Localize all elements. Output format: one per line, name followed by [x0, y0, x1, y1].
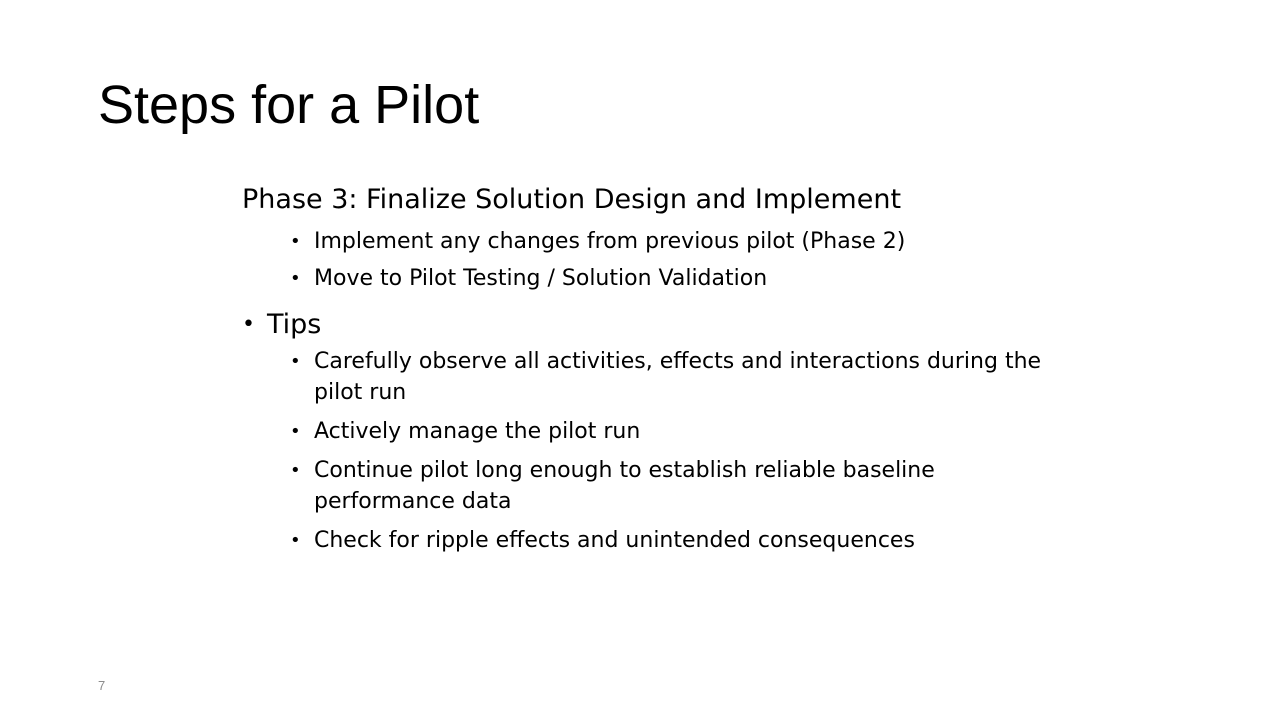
phase-item [242, 263, 1042, 294]
page-number: 7 [98, 678, 106, 693]
phase-item-text: Implement any changes from previous pilot (Phase 2) [314, 229, 906, 254]
phase-heading: Phase 3: Finalize Solution Design and Implement [242, 184, 902, 215]
bullet-icon: • [242, 312, 255, 337]
tips-label: Tips [267, 309, 322, 340]
tip-item [242, 416, 1042, 447]
tip-item [242, 455, 1042, 517]
tip-item-text: Continue pilot long enough to establish reliable baseline performance data [314, 458, 935, 514]
phase-item [242, 226, 1042, 257]
bullet-icon: • [290, 421, 301, 442]
bullet-icon: • [290, 530, 301, 551]
tips-item [242, 306, 1042, 344]
phase-item-text: Move to Pilot Testing / Solution Validation [314, 266, 768, 291]
bullet-icon: • [290, 351, 301, 372]
tip-item-text: Actively manage the pilot run [314, 419, 641, 444]
slide-title: Steps for a Pilot [98, 75, 480, 135]
tip-item [242, 346, 1042, 408]
tip-item-text: Carefully observe all activities, effects and interactions during the pilot run [314, 349, 1042, 405]
bullet-icon: • [290, 231, 301, 252]
phase-list [242, 226, 1042, 294]
slide-body [242, 180, 1042, 556]
tip-item [242, 525, 1042, 556]
bullet-icon: • [290, 460, 301, 481]
bullet-icon: • [290, 268, 301, 289]
tips-list [242, 346, 1042, 556]
tip-item-text: Check for ripple effects and unintended consequences [314, 528, 915, 553]
